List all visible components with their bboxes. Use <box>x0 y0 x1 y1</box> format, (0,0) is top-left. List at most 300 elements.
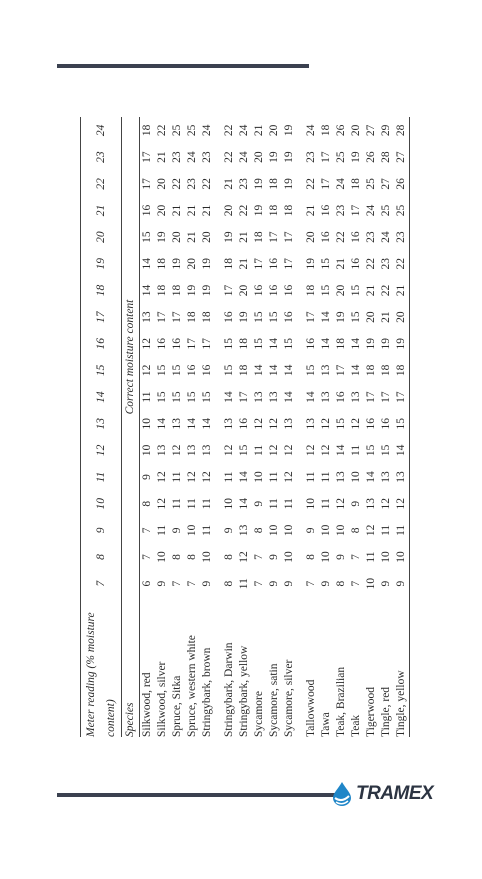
moisture-value: 17 <box>223 284 235 297</box>
moisture-value: 23 <box>380 258 392 270</box>
species-name: Stringybark, Darwin <box>223 642 235 737</box>
moisture-value: 14 <box>238 497 250 510</box>
moisture-value: 18 <box>335 338 347 350</box>
moisture-value: 21 <box>238 231 250 243</box>
moisture-value: 17 <box>141 151 153 163</box>
table-row <box>185 117 200 737</box>
meter-reading-11: 11 <box>81 464 122 491</box>
moisture-value: 13 <box>335 471 347 483</box>
moisture-correction-table <box>80 117 410 737</box>
moisture-value: 15 <box>186 391 198 403</box>
group-spacer <box>297 117 304 737</box>
moisture-value: 17 <box>283 258 295 270</box>
moisture-value: 7 <box>141 554 153 560</box>
moisture-value: 24 <box>335 178 347 190</box>
moisture-value: 13 <box>268 391 280 403</box>
moisture-value: 17 <box>156 311 168 323</box>
moisture-value: 16 <box>365 417 377 430</box>
table-row <box>222 117 237 737</box>
moisture-value: 16 <box>320 204 332 217</box>
moisture-value: 13 <box>305 417 317 430</box>
moisture-value: 7 <box>350 554 362 560</box>
moisture-value: 17 <box>320 151 332 163</box>
moisture-value: 10 <box>141 417 153 430</box>
moisture-value: 8 <box>335 580 347 587</box>
moisture-value: 20 <box>350 124 362 137</box>
moisture-value: 18 <box>141 124 153 137</box>
meter-reading-8: 8 <box>81 544 122 571</box>
moisture-value: 12 <box>253 417 265 430</box>
moisture-value: 17 <box>350 204 362 217</box>
logo-wordmark: TRAMEX <box>356 783 434 804</box>
meter-reading-header-row <box>81 117 122 737</box>
moisture-value: 13 <box>253 391 265 403</box>
moisture-value: 21 <box>186 204 198 217</box>
moisture-value: 24 <box>201 124 213 137</box>
moisture-value: 9 <box>305 527 317 534</box>
moisture-value: 16 <box>253 284 265 297</box>
moisture-value: 15 <box>171 391 183 403</box>
moisture-value: 7 <box>253 554 265 560</box>
moisture-value: 8 <box>350 527 362 534</box>
correct-moisture-label: Correct moisture content <box>122 117 140 597</box>
moisture-value: 22 <box>171 178 183 190</box>
moisture-value: 9 <box>201 580 213 587</box>
moisture-value: 11 <box>201 524 213 536</box>
moisture-value: 19 <box>253 178 265 190</box>
moisture-value: 21 <box>201 204 213 217</box>
moisture-value: 16 <box>223 311 235 323</box>
moisture-value: 27 <box>365 124 377 137</box>
moisture-value: 13 <box>395 471 407 483</box>
moisture-value: 11 <box>395 524 407 536</box>
moisture-value: 10 <box>186 524 198 537</box>
moisture-value: 13 <box>283 417 295 430</box>
moisture-value: 16 <box>201 364 213 377</box>
moisture-value: 9 <box>156 580 168 587</box>
moisture-value: 28 <box>395 124 407 137</box>
moisture-value: 13 <box>141 311 153 323</box>
moisture-value: 9 <box>380 580 392 587</box>
moisture-value: 13 <box>320 391 332 403</box>
table-row <box>170 117 185 737</box>
moisture-value: 18 <box>156 284 168 297</box>
meter-reading-14: 14 <box>81 384 122 411</box>
moisture-value: 21 <box>156 151 168 163</box>
moisture-value: 20 <box>365 311 377 323</box>
moisture-value: 27 <box>380 178 392 190</box>
moisture-value: 15 <box>350 311 362 323</box>
moisture-value: 11 <box>253 444 265 456</box>
moisture-value: 17 <box>320 178 332 190</box>
moisture-value: 25 <box>380 204 392 217</box>
moisture-value: 9 <box>395 580 407 587</box>
moisture-value: 13 <box>365 497 377 510</box>
moisture-value: 18 <box>268 178 280 190</box>
moisture-value: 15 <box>395 417 407 430</box>
moisture-value: 14 <box>238 471 250 483</box>
moisture-value: 17 <box>395 391 407 403</box>
moisture-value: 12 <box>365 524 377 537</box>
species-name: Silkwood, silver <box>156 661 168 737</box>
moisture-value: 10 <box>305 497 317 510</box>
moisture-value: 7 <box>350 580 362 587</box>
moisture-value: 14 <box>156 417 168 430</box>
moisture-value: 16 <box>186 364 198 377</box>
moisture-value: 22 <box>395 258 407 270</box>
moisture-value: 15 <box>201 391 213 403</box>
moisture-value: 21 <box>380 311 392 323</box>
moisture-value: 9 <box>268 554 280 560</box>
moisture-value: 11 <box>238 578 250 590</box>
moisture-value: 9 <box>350 500 362 507</box>
moisture-value: 18 <box>320 124 332 137</box>
moisture-value: 24 <box>186 151 198 163</box>
moisture-value: 16 <box>283 284 295 297</box>
moisture-value: 13 <box>201 444 213 457</box>
moisture-value: 15 <box>335 417 347 430</box>
moisture-value: 15 <box>365 444 377 457</box>
moisture-value: 11 <box>186 498 198 510</box>
moisture-value: 18 <box>350 178 362 190</box>
species-name: Tingle, yellow <box>395 670 407 737</box>
moisture-value: 20 <box>305 231 317 243</box>
moisture-value: 16 <box>156 338 168 350</box>
moisture-value: 15 <box>253 338 265 350</box>
moisture-value: 17 <box>201 338 213 350</box>
moisture-value: 23 <box>171 151 183 163</box>
moisture-value: 11 <box>156 524 168 536</box>
meter-reading-23: 23 <box>81 144 122 171</box>
moisture-value: 10 <box>320 551 332 563</box>
moisture-value: 20 <box>156 204 168 217</box>
species-name: Stringybark, yellow <box>238 645 250 737</box>
moisture-value: 20 <box>223 204 235 217</box>
moisture-value: 19 <box>283 178 295 190</box>
moisture-value: 18 <box>238 364 250 377</box>
moisture-value: 6 <box>141 580 153 587</box>
moisture-value: 16 <box>350 231 362 243</box>
moisture-value: 8 <box>305 554 317 560</box>
moisture-value: 19 <box>186 284 198 297</box>
tramex-logo <box>330 778 433 810</box>
moisture-value: 11 <box>305 471 317 483</box>
table-row <box>282 117 297 737</box>
rotated-table-frame <box>80 117 407 737</box>
moisture-value: 12 <box>141 338 153 350</box>
meter-reading-label: Meter reading (% moisture content) <box>81 597 122 737</box>
moisture-value: 20 <box>186 258 198 270</box>
moisture-value: 12 <box>171 444 183 457</box>
moisture-value: 14 <box>141 258 153 270</box>
moisture-value: 19 <box>201 284 213 297</box>
meter-reading-22: 22 <box>81 171 122 198</box>
moisture-value: 14 <box>141 284 153 297</box>
moisture-value: 12 <box>335 497 347 510</box>
moisture-value: 9 <box>268 580 280 587</box>
moisture-value: 23 <box>365 231 377 243</box>
moisture-value: 22 <box>365 258 377 270</box>
moisture-value: 25 <box>335 151 347 163</box>
meter-reading-13: 13 <box>81 410 122 437</box>
moisture-value: 21 <box>395 284 407 297</box>
moisture-value: 24 <box>238 151 250 163</box>
moisture-value: 11 <box>171 471 183 483</box>
moisture-value: 24 <box>305 124 317 137</box>
moisture-value: 16 <box>238 417 250 430</box>
moisture-value: 13 <box>238 524 250 537</box>
moisture-value: 19 <box>171 258 183 270</box>
moisture-value: 24 <box>380 231 392 243</box>
moisture-value: 14 <box>365 471 377 483</box>
species-name: Teak, Brazilian <box>335 666 347 737</box>
species-name: Tawa <box>320 712 332 737</box>
moisture-value: 14 <box>350 338 362 350</box>
moisture-value: 10 <box>156 551 168 563</box>
moisture-value: 24 <box>365 204 377 217</box>
moisture-value: 13 <box>156 444 168 457</box>
moisture-value: 17 <box>335 364 347 377</box>
moisture-value: 18 <box>201 311 213 323</box>
moisture-value: 15 <box>141 231 153 243</box>
moisture-value: 8 <box>171 554 183 560</box>
moisture-value: 20 <box>268 124 280 137</box>
moisture-value: 16 <box>335 391 347 403</box>
moisture-value: 23 <box>335 204 347 217</box>
moisture-value: 14 <box>201 417 213 430</box>
meter-reading-10: 10 <box>81 490 122 517</box>
moisture-value: 29 <box>380 124 392 137</box>
moisture-value: 23 <box>395 231 407 243</box>
moisture-value: 8 <box>141 500 153 507</box>
moisture-value: 15 <box>238 444 250 457</box>
moisture-value: 18 <box>283 204 295 217</box>
table-body <box>140 117 410 737</box>
moisture-value: 11 <box>320 471 332 483</box>
moisture-value: 10 <box>201 551 213 563</box>
moisture-value: 10 <box>320 524 332 537</box>
table-row <box>200 117 215 737</box>
moisture-value: 21 <box>186 231 198 243</box>
moisture-value: 19 <box>305 258 317 270</box>
moisture-value: 10 <box>223 497 235 510</box>
moisture-value: 20 <box>253 151 265 163</box>
table-row <box>304 117 319 737</box>
moisture-value: 17 <box>283 231 295 243</box>
moisture-value: 19 <box>350 151 362 163</box>
moisture-value: 17 <box>380 391 392 403</box>
table-row <box>140 117 156 737</box>
moisture-value: 21 <box>335 258 347 270</box>
moisture-value: 22 <box>156 124 168 137</box>
species-name: Teak <box>350 714 362 737</box>
moisture-value: 12 <box>283 471 295 483</box>
table-row <box>394 117 410 737</box>
meter-reading-18: 18 <box>81 277 122 304</box>
moisture-value: 17 <box>365 391 377 403</box>
moisture-value: 19 <box>223 231 235 243</box>
moisture-value: 19 <box>156 231 168 243</box>
species-name: Tingle, red <box>380 686 392 737</box>
meter-reading-20: 20 <box>81 224 122 251</box>
moisture-value: 14 <box>395 444 407 457</box>
moisture-value: 9 <box>171 527 183 534</box>
moisture-value: 12 <box>156 497 168 510</box>
meter-reading-17: 17 <box>81 304 122 331</box>
species-name: Sycamore, silver <box>283 659 295 737</box>
moisture-value: 11 <box>201 498 213 510</box>
moisture-value: 15 <box>253 311 265 323</box>
meter-reading-24: 24 <box>81 117 122 144</box>
species-name: Silkwood, red <box>141 672 153 737</box>
moisture-value: 14 <box>253 364 265 377</box>
moisture-value: 16 <box>350 258 362 270</box>
species-header-row <box>122 117 140 737</box>
moisture-value: 7 <box>305 580 317 587</box>
moisture-value: 26 <box>395 178 407 190</box>
table-row <box>237 117 252 737</box>
meter-reading-21: 21 <box>81 197 122 224</box>
moisture-value: 15 <box>156 364 168 377</box>
moisture-value: 20 <box>156 178 168 190</box>
moisture-value: 11 <box>268 471 280 483</box>
moisture-value: 22 <box>380 284 392 297</box>
moisture-value: 15 <box>171 364 183 377</box>
moisture-value: 15 <box>350 284 362 297</box>
moisture-value: 18 <box>305 284 317 297</box>
species-name: Tigerwood <box>365 686 377 737</box>
moisture-value: 11 <box>365 551 377 563</box>
moisture-value: 10 <box>268 524 280 537</box>
moisture-value: 10 <box>283 524 295 537</box>
moisture-value: 22 <box>201 178 213 190</box>
meter-reading-16: 16 <box>81 330 122 357</box>
moisture-value: 20 <box>201 231 213 243</box>
moisture-value: 11 <box>171 498 183 510</box>
moisture-value: 23 <box>186 178 198 190</box>
moisture-value: 15 <box>156 391 168 403</box>
moisture-value: 17 <box>186 338 198 350</box>
moisture-value: 10 <box>350 471 362 483</box>
moisture-value: 14 <box>320 311 332 323</box>
moisture-value: 19 <box>283 124 295 137</box>
moisture-value: 17 <box>305 311 317 323</box>
moisture-value: 7 <box>171 580 183 587</box>
moisture-value: 16 <box>283 311 295 323</box>
moisture-value: 12 <box>320 444 332 457</box>
moisture-value: 18 <box>365 364 377 377</box>
bottom-rule <box>57 793 344 797</box>
moisture-value: 7 <box>253 580 265 587</box>
moisture-value: 11 <box>223 471 235 483</box>
moisture-value: 10 <box>380 551 392 563</box>
moisture-value: 12 <box>268 444 280 457</box>
moisture-value: 15 <box>268 311 280 323</box>
moisture-value: 8 <box>223 580 235 587</box>
moisture-value: 13 <box>171 417 183 430</box>
species-name: Tallowwood <box>305 679 317 737</box>
moisture-value: 10 <box>395 551 407 563</box>
moisture-value: 18 <box>268 204 280 217</box>
moisture-value: 21 <box>365 284 377 297</box>
moisture-value: 25 <box>395 204 407 217</box>
moisture-value: 15 <box>320 258 332 270</box>
moisture-value: 12 <box>305 444 317 457</box>
moisture-value: 9 <box>283 580 295 587</box>
moisture-value: 12 <box>395 497 407 510</box>
moisture-value: 19 <box>268 151 280 163</box>
moisture-value: 16 <box>320 231 332 243</box>
moisture-value: 12 <box>141 364 153 377</box>
species-name: Sycamore, satin <box>268 663 280 737</box>
moisture-value: 22 <box>223 151 235 163</box>
moisture-value: 28 <box>380 151 392 163</box>
moisture-value: 24 <box>238 124 250 137</box>
moisture-value: 25 <box>186 124 198 137</box>
moisture-value: 18 <box>253 231 265 243</box>
moisture-value: 19 <box>335 311 347 323</box>
moisture-value: 23 <box>238 178 250 190</box>
moisture-value: 14 <box>268 338 280 350</box>
table-row <box>379 117 394 737</box>
moisture-value: 20 <box>238 284 250 297</box>
moisture-value: 12 <box>268 417 280 430</box>
moisture-value: 9 <box>253 500 265 507</box>
species-name: Sycamore <box>253 691 265 737</box>
moisture-value: 16 <box>171 338 183 350</box>
moisture-value: 17 <box>238 391 250 403</box>
moisture-value: 13 <box>380 471 392 483</box>
species-name: Spruce, Sitka <box>171 675 183 737</box>
moisture-value: 17 <box>268 231 280 243</box>
table-row <box>364 117 379 737</box>
table-row <box>334 117 349 737</box>
moisture-value: 8 <box>186 554 198 560</box>
top-rule <box>57 64 309 68</box>
moisture-value: 12 <box>223 444 235 457</box>
moisture-value: 11 <box>268 498 280 510</box>
moisture-value: 22 <box>238 204 250 217</box>
moisture-value: 18 <box>223 258 235 270</box>
moisture-value: 10 <box>283 551 295 563</box>
moisture-value: 20 <box>395 311 407 323</box>
table-row <box>267 117 282 737</box>
moisture-value: 13 <box>350 391 362 403</box>
moisture-value: 10 <box>253 471 265 483</box>
moisture-value: 13 <box>223 417 235 430</box>
moisture-value: 12 <box>186 471 198 483</box>
meter-reading-19: 19 <box>81 250 122 277</box>
moisture-value: 9 <box>335 554 347 560</box>
moisture-value: 13 <box>186 444 198 457</box>
moisture-value: 10 <box>335 524 347 537</box>
moisture-value: 8 <box>223 554 235 560</box>
moisture-value: 11 <box>141 391 153 403</box>
moisture-value: 22 <box>223 124 235 137</box>
moisture-value: 16 <box>141 204 153 217</box>
moisture-value: 12 <box>201 471 213 483</box>
moisture-value: 22 <box>305 178 317 190</box>
moisture-value: 19 <box>253 204 265 217</box>
moisture-value: 12 <box>350 417 362 430</box>
moisture-value: 23 <box>305 151 317 163</box>
moisture-value: 27 <box>395 151 407 163</box>
moisture-value: 19 <box>283 151 295 163</box>
moisture-value: 7 <box>141 527 153 534</box>
moisture-value: 26 <box>365 151 377 163</box>
moisture-value: 18 <box>171 284 183 297</box>
moisture-value: 18 <box>186 311 198 323</box>
